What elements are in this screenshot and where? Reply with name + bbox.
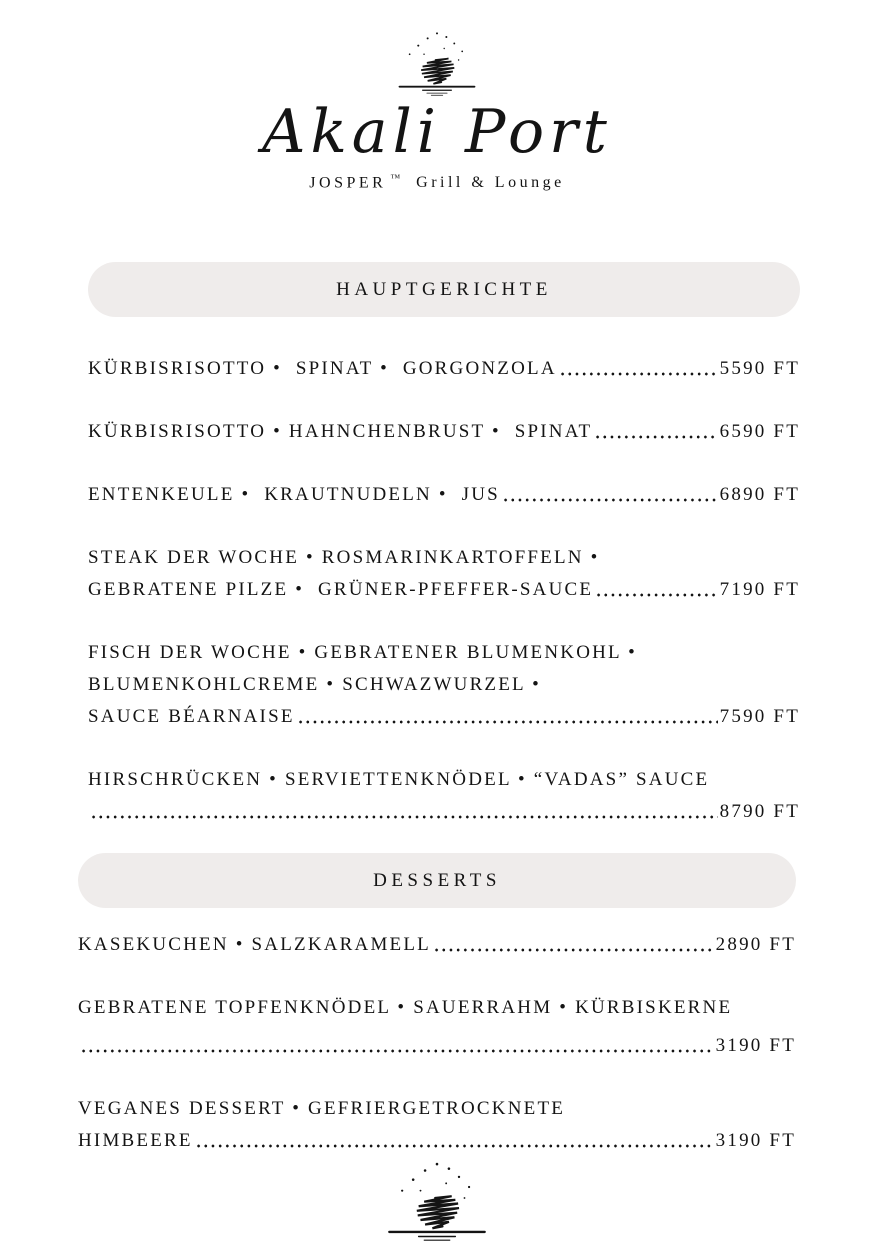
section-desserts (78, 853, 796, 1188)
item-price: 3190 FT (715, 1035, 796, 1056)
dot-leader (502, 498, 718, 502)
item-price: 7590 FT (719, 706, 800, 727)
item-line: BLUMENKOHLCREME • SCHWAZWURZEL • (88, 674, 541, 695)
menu-item (88, 637, 800, 733)
menu-item (88, 542, 800, 606)
item-price: 6890 FT (719, 484, 800, 505)
section-title: DESSERTS (373, 869, 501, 891)
item-price: 6590 FT (719, 421, 800, 442)
item-line (88, 701, 800, 733)
section-items (78, 929, 796, 1157)
dot-leader (433, 948, 714, 952)
sunset-scribble-icon (387, 24, 487, 96)
menu-item (88, 479, 800, 511)
menu-item (78, 1093, 796, 1157)
menu-header (0, 24, 874, 192)
section-items (88, 353, 800, 828)
item-text: ENTENKEULE • KRAUTNUDELN • JUS (88, 484, 500, 505)
item-text: KÜRBISRISOTTO • SPINAT • GORGONZOLA (88, 358, 557, 379)
item-line (88, 353, 800, 385)
menu-item (88, 764, 800, 828)
brand-subtitle (0, 173, 874, 192)
item-text: SAUCE BÉARNAISE (88, 706, 295, 727)
item-text: GEBRATENE PILZE • GRÜNER-PFEFFER-SAUCE (88, 579, 594, 600)
item-price: 8790 FT (719, 801, 800, 822)
sunset-scribble-icon (382, 1152, 492, 1241)
item-text: KÜRBISRISOTTO • HAHNCHENBRUST • SPINAT (88, 421, 593, 442)
item-price: 5590 FT (719, 358, 800, 379)
dot-leader (297, 720, 718, 724)
brand-subtitle-rest: Grill & Lounge (416, 174, 565, 192)
item-line (78, 1030, 796, 1062)
dot-leader (594, 435, 717, 439)
item-price: 3190 FT (715, 1130, 796, 1151)
item-price: 7190 FT (719, 579, 800, 600)
item-line (88, 416, 800, 448)
dot-leader (90, 815, 718, 819)
section-hauptgerichte (88, 262, 800, 859)
item-line: VEGANES DESSERT • GEFRIERGETROCKNETE (78, 1098, 566, 1119)
menu-item (78, 992, 796, 1062)
dot-leader (595, 593, 717, 597)
item-line: HIRSCHRÜCKEN • SERVIETTENKNÖDEL • “VADAS” SAUCE (88, 769, 710, 790)
item-line (88, 479, 800, 511)
item-line: GEBRATENE TOPFENKNÖDEL • SAUERRAHM • KÜRBISKERNE (78, 997, 733, 1018)
item-text: HIMBEERE (78, 1130, 193, 1151)
item-line: FISCH DER WOCHE • GEBRATENER BLUMENKOHL • (88, 642, 637, 663)
menu-item (88, 353, 800, 385)
dot-leader (80, 1049, 714, 1053)
section-title: HAUPTGERICHTE (336, 278, 552, 300)
dot-leader (559, 372, 718, 376)
brand-title: Akali Port (262, 97, 612, 167)
item-line (88, 574, 800, 606)
item-line: STEAK DER WOCHE • ROSMARINKARTOFFELN • (88, 547, 600, 568)
item-price: 2890 FT (715, 934, 796, 955)
item-text: KASEKUCHEN • SALZKARAMELL (78, 934, 431, 955)
menu-item (78, 929, 796, 961)
trademark-symbol: ™ (390, 173, 401, 184)
item-line (78, 929, 796, 961)
section-title-pill (88, 262, 800, 317)
item-line (88, 796, 800, 828)
menu-item (88, 416, 800, 448)
dot-leader (195, 1144, 714, 1148)
brand-subtitle-josper: JOSPER (309, 174, 387, 192)
section-title-pill (78, 853, 796, 908)
